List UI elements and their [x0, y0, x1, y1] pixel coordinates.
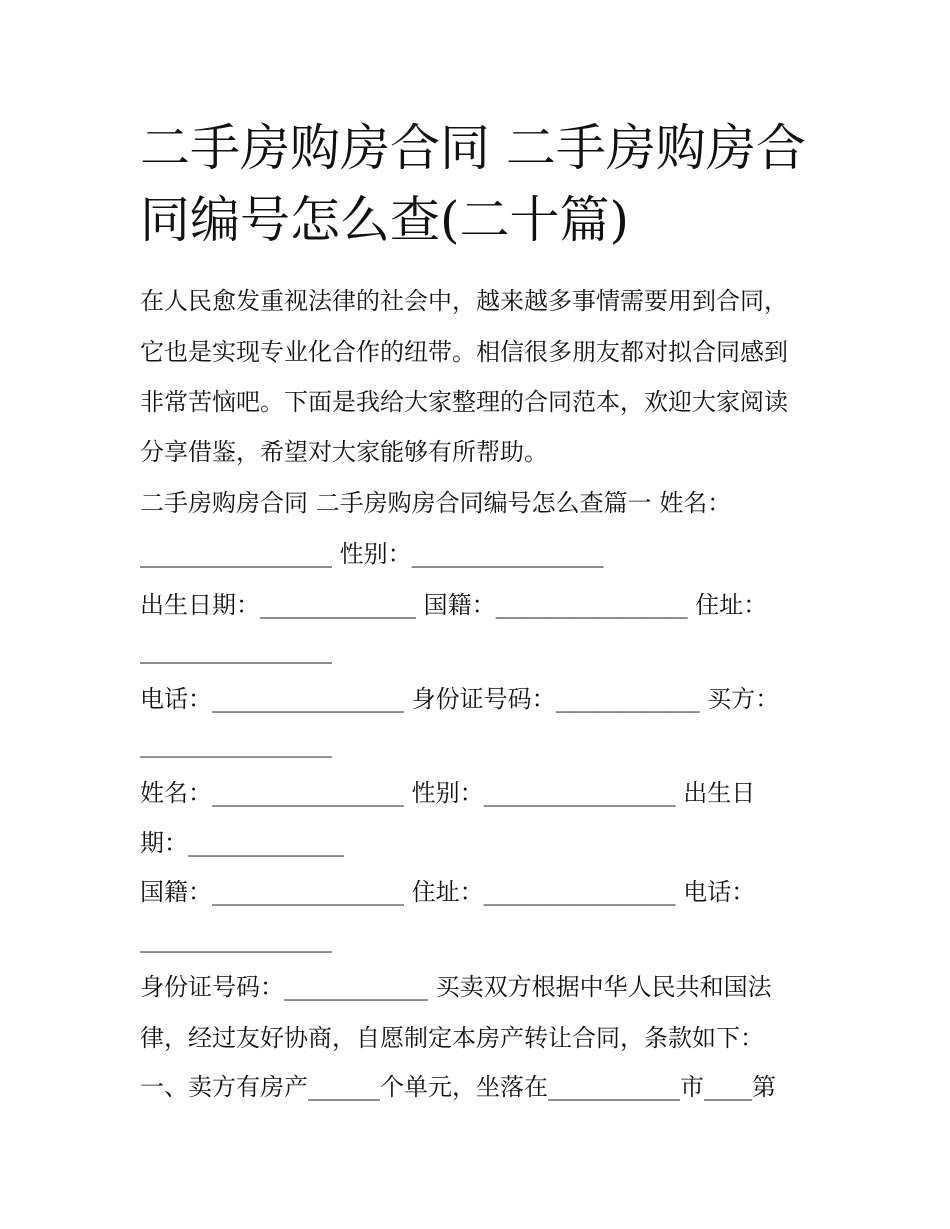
- form-line: 国籍：________________ 住址：________________ 电话：: [140, 878, 756, 906]
- intro-line: 分享借鉴，希望对大家能够有所帮助。: [140, 438, 548, 466]
- form-line: ________________: [140, 730, 332, 758]
- form-line: ________________ 性别：________________: [140, 540, 604, 568]
- form-line: 姓名：________________ 性别：________________ 出生日: [140, 779, 756, 807]
- intro-line: 它也是实现专业化合作的纽带。相信很多朋友都对拟合同感到: [140, 338, 788, 366]
- body-line: 二手房购房合同 二手房购房合同编号怎么查篇一 姓名：: [140, 489, 732, 517]
- form-line: 期：_____________: [140, 829, 344, 857]
- body-line: 一、卖方有房产______个单元，坐落在___________市____第: [140, 1073, 776, 1101]
- body-line: 律，经过友好协商，自愿制定本房产转让合同，条款如下：: [140, 1024, 764, 1052]
- intro-line: 非常苦恼吧。下面是我给大家整理的合同范本，欢迎大家阅读: [140, 388, 788, 416]
- form-line: 出生日期：_____________ 国籍：________________ 住址：: [140, 591, 768, 619]
- form-line: 电话：________________ 身份证号码：____________ 买方：: [140, 685, 780, 713]
- title-line-2: 同编号怎么查(二十篇): [140, 191, 630, 249]
- form-line: ________________: [140, 636, 332, 664]
- body-line: 身份证号码：____________ 买卖双方根据中华人民共和国法: [140, 973, 772, 1001]
- title-line-1: 二手房购房合同 二手房购房合: [140, 119, 806, 177]
- intro-line: 在人民愈发重视法律的社会中，越来越多事情需要用到合同，: [140, 287, 788, 315]
- form-line: ________________: [140, 925, 332, 953]
- document-title: [140, 112, 820, 256]
